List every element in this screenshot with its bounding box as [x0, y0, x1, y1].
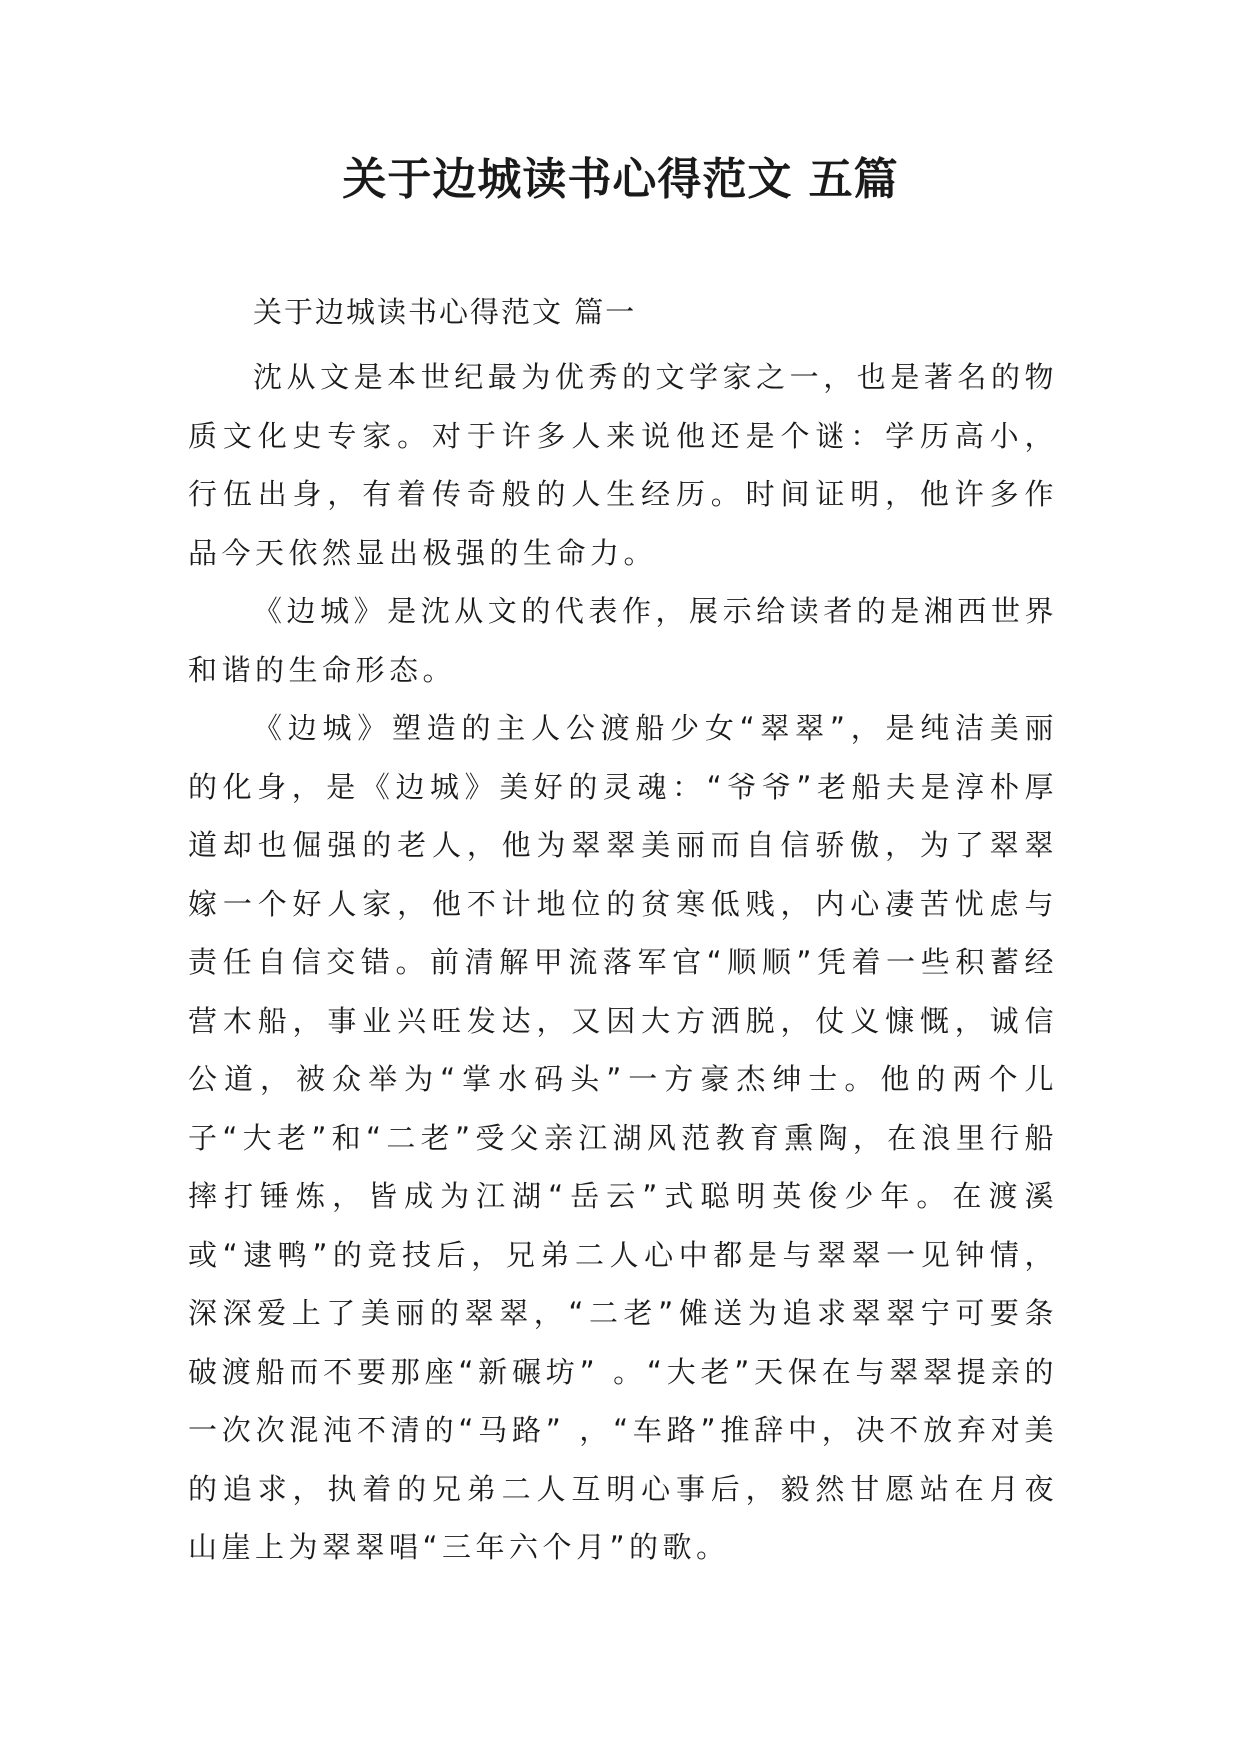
paragraph: 《边城》是沈从文的代表作，展示给读者的是湘西世界和谐的生命形态。 — [188, 594, 1058, 687]
document-body — [188, 348, 1058, 1577]
paragraph: 沈从文是本世纪最为优秀的文学家之一，也是著名的物质文化史专家。对于许多人来说他还是个谜：学历高小，行伍出身，有着传奇般的人生经历。时间证明，他许多作品今天依然显出极强的生命力。 — [188, 360, 1058, 570]
paragraph: 《边城》塑造的主人公渡船少女“翠翠”，是纯洁美丽的化身，是《边城》美好的灵魂：“爷爷”老船夫是淳朴厚道却也倔强的老人，他为翠翠美丽而自信骄傲，为了翠翠嫁一个好人家，他不计地位的贫寒低贱，内心凄苦忧虑与责任自信交错。前清解甲流落军官“顺顺”凭着一些积蓄经营木船，事业兴旺发达，又因大方洒脱，仗义慷慨，诚信公道，被众举为“掌水码头”一方豪杰绅士。他的两个儿子“大老”和“二老”受父亲江湖风范教育熏陶，在浪里行船摔打锤炼，皆成为江湖“岳云”式聪明英俊少年。在渡溪或“逮鸭”的竞技后，兄弟二人心中都是与翠翠一见钟情，深深爱上了美丽的翠翠，“二老”傩送为追求翠翠宁可要条破渡船而不要那座“新碾坊” 。“大老”天保在与翠翠提亲的一次次混沌不清的“马路” ，“车路”推辞中，决不放弃对美的追求，执着的兄弟二人互明心事后，毅然甘愿站在月夜山崖上为翠翠唱“三年六个月”的歌。 — [188, 711, 1058, 1564]
section-heading: 关于边城读书心得范文 篇一 — [253, 295, 637, 329]
document-title: 关于边城读书心得范文 五篇 — [342, 154, 899, 205]
